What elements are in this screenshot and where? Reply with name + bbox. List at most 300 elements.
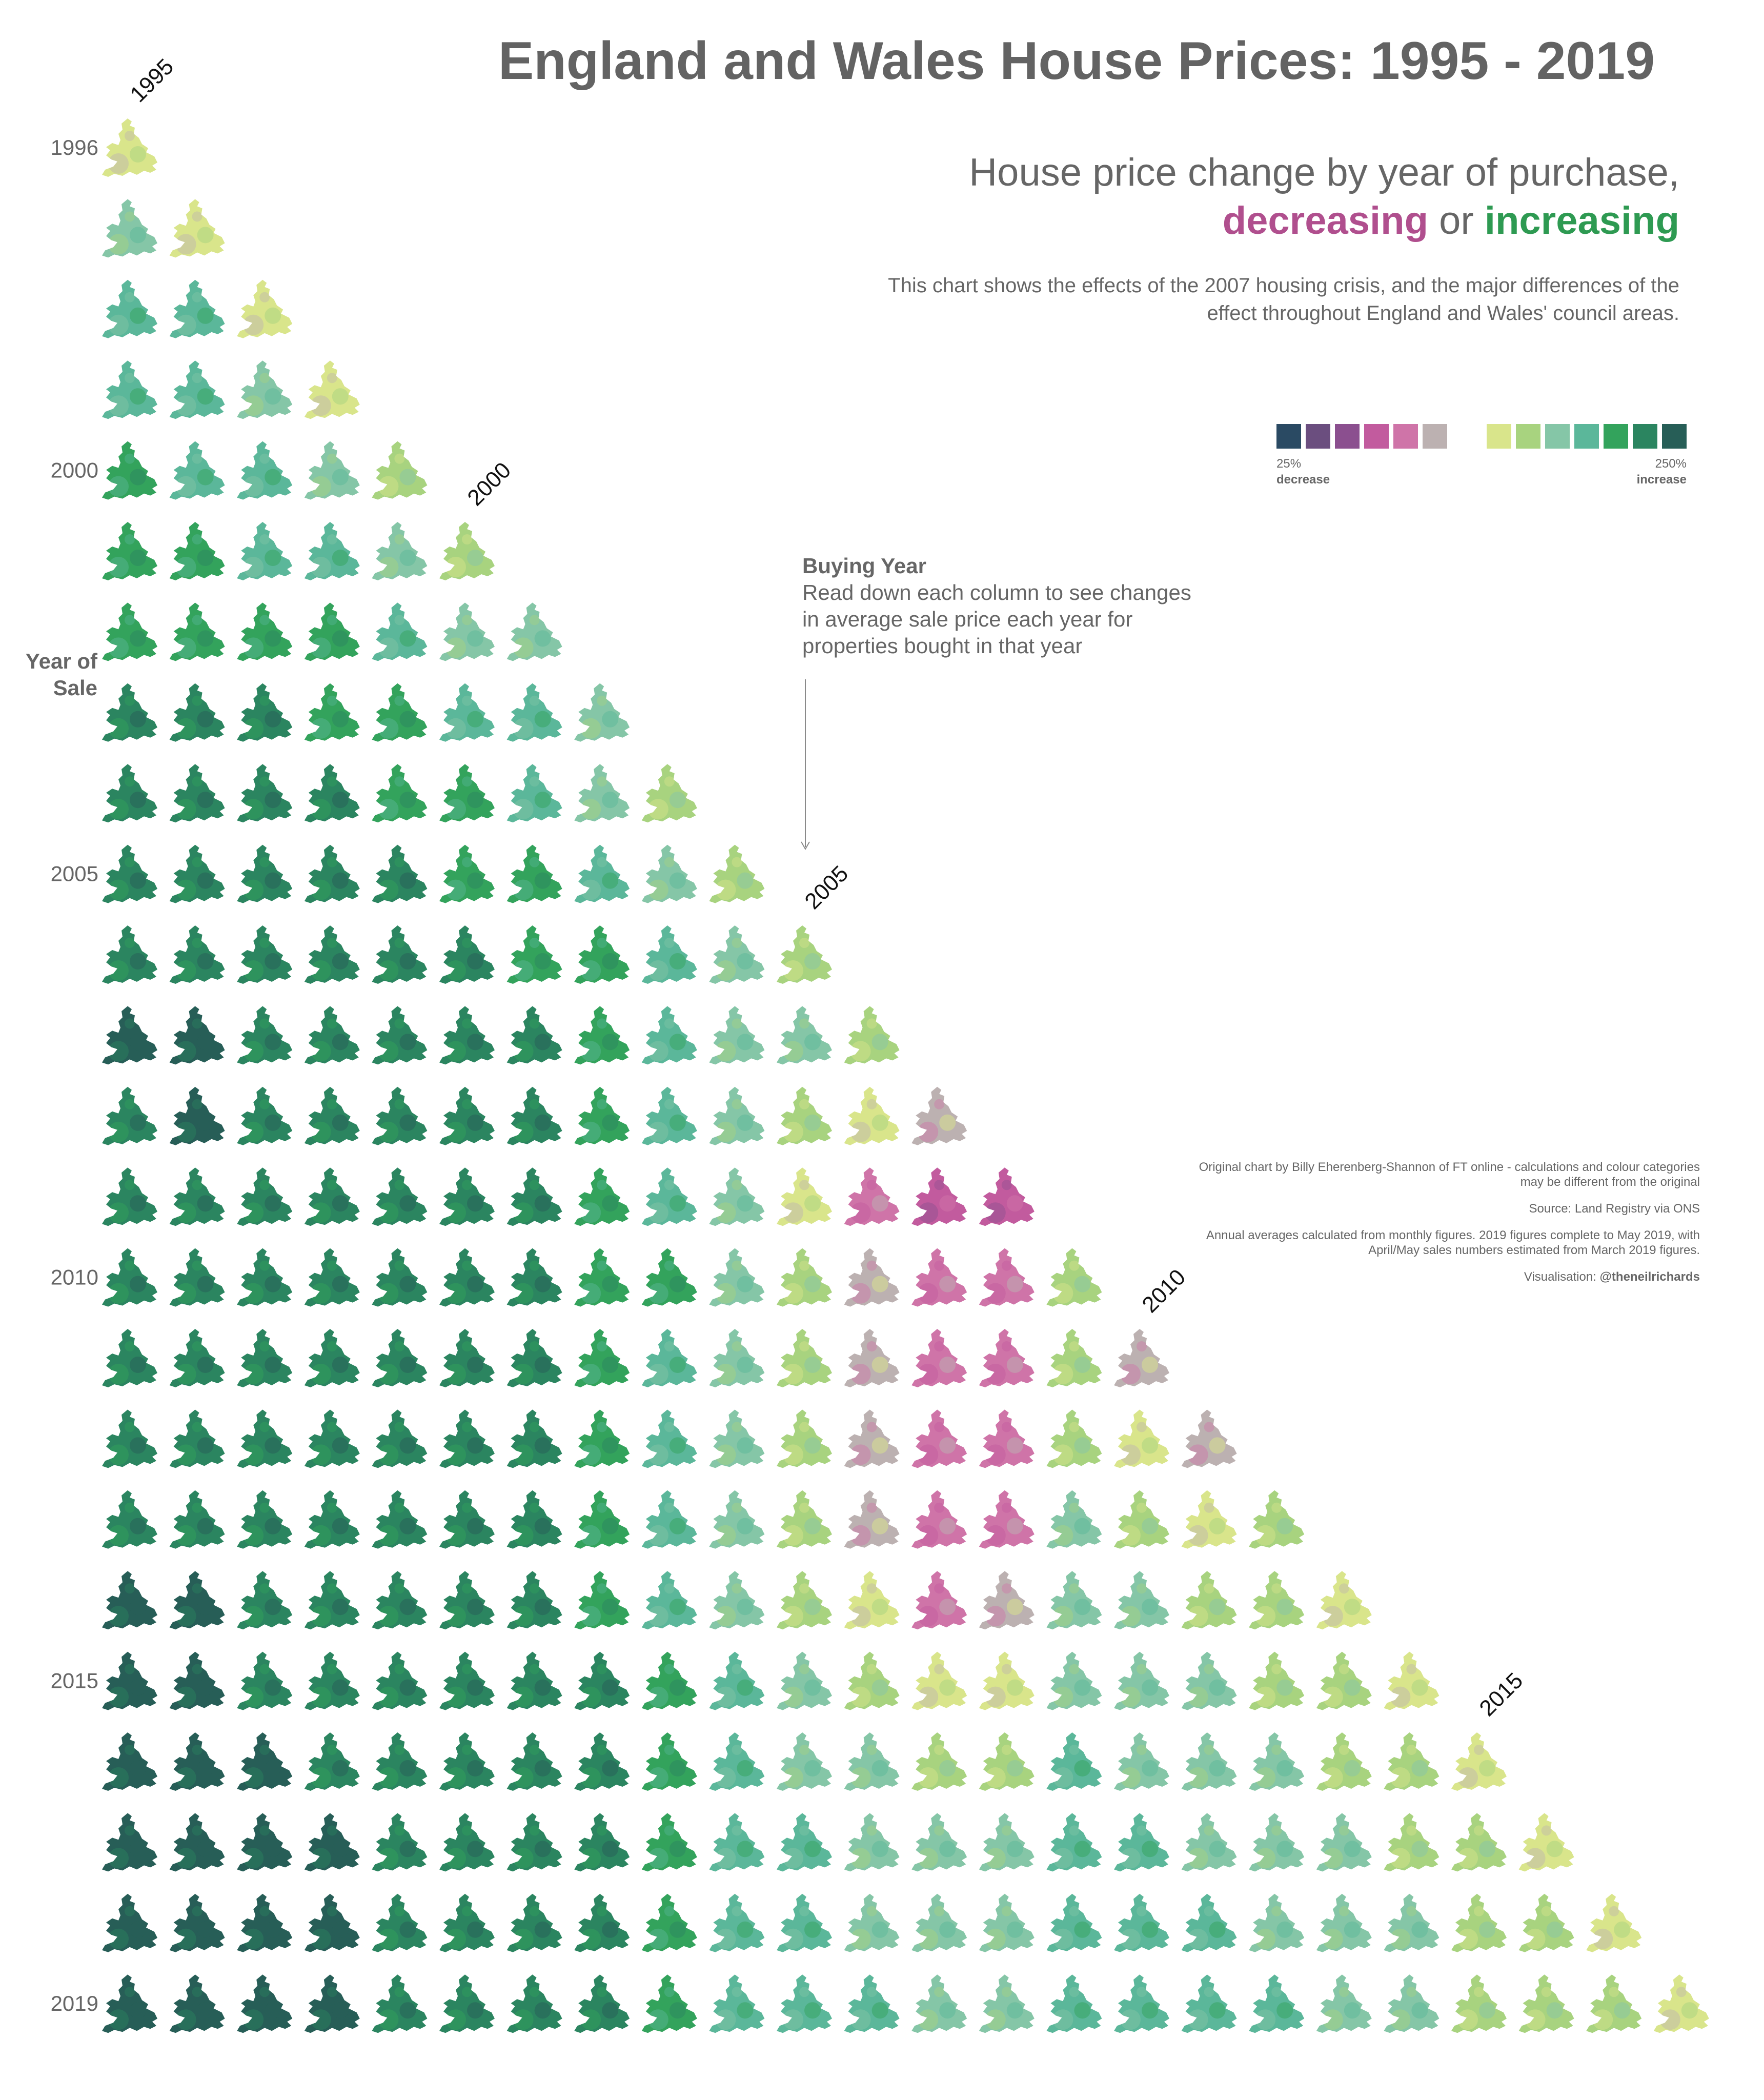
legend-swatch bbox=[1574, 424, 1599, 449]
page-title: England and Wales House Prices: 1995 - 2019 bbox=[498, 31, 1655, 91]
map-cell bbox=[102, 1813, 157, 1871]
row-label: 1996 bbox=[50, 135, 98, 159]
map-cell bbox=[439, 1974, 495, 2033]
map-cell bbox=[979, 1490, 1035, 1549]
map-cell bbox=[1249, 1571, 1304, 1629]
map-cell bbox=[439, 602, 495, 661]
map-cell bbox=[642, 1490, 697, 1549]
legend-low-value: 25% bbox=[1276, 457, 1302, 471]
map-cell bbox=[439, 522, 495, 580]
map-cell bbox=[1114, 1490, 1169, 1549]
map-cell bbox=[170, 199, 225, 257]
map-cell bbox=[439, 1571, 495, 1629]
map-cell bbox=[1316, 1813, 1372, 1871]
map-cell bbox=[305, 1974, 360, 2033]
column-label: 2000 bbox=[462, 457, 516, 511]
map-cell bbox=[170, 845, 225, 903]
map-cell bbox=[709, 1652, 764, 1710]
map-cell bbox=[439, 1248, 495, 1307]
map-cell bbox=[709, 1167, 764, 1226]
map-cell bbox=[777, 1409, 832, 1468]
legend-high-word: increase bbox=[1636, 473, 1687, 487]
map-cell bbox=[709, 1329, 764, 1387]
map-cell bbox=[777, 1571, 832, 1629]
legend-swatch bbox=[1545, 424, 1570, 449]
map-cell bbox=[642, 1652, 697, 1710]
column-label: 1995 bbox=[125, 54, 179, 108]
map-cell bbox=[1384, 1813, 1439, 1871]
map-cell bbox=[777, 1813, 832, 1871]
map-cell bbox=[305, 925, 360, 984]
subtitle-decreasing: decreasing bbox=[1222, 199, 1429, 243]
map-cell bbox=[305, 1571, 360, 1629]
map-cell bbox=[574, 1409, 630, 1468]
credit-original: Original chart by Billy Eherenberg-Shannon of FT online - calculations and colour categories may be different from the original bbox=[1199, 1160, 1700, 1189]
map-cell bbox=[170, 1409, 225, 1468]
map-cell bbox=[507, 1087, 562, 1145]
map-cell bbox=[574, 1087, 630, 1145]
map-cell bbox=[507, 1490, 562, 1549]
map-cell bbox=[642, 1894, 697, 1952]
map-cell bbox=[844, 1006, 900, 1064]
map-cell bbox=[102, 199, 157, 257]
map-cell bbox=[574, 1167, 630, 1226]
map-cell bbox=[574, 1329, 630, 1387]
map-cell bbox=[507, 1329, 562, 1387]
map-cell bbox=[1114, 1571, 1169, 1629]
map-cell bbox=[911, 1571, 967, 1629]
credit-source: Source: Land Registry via ONS bbox=[1529, 1202, 1700, 1216]
map-cell bbox=[844, 1087, 900, 1145]
map-cell bbox=[1114, 1329, 1169, 1387]
map-cell bbox=[102, 1329, 157, 1387]
map-cell bbox=[777, 1732, 832, 1791]
map-cell bbox=[305, 1248, 360, 1307]
map-cell bbox=[709, 1248, 764, 1307]
map-cell bbox=[170, 1248, 225, 1307]
map-cell bbox=[979, 1652, 1035, 1710]
subtitle-or: or bbox=[1439, 199, 1474, 243]
map-cell bbox=[844, 1329, 900, 1387]
map-cell bbox=[1316, 1894, 1372, 1952]
map-cell bbox=[844, 1974, 900, 2033]
map-cell bbox=[1586, 1974, 1641, 2033]
map-cell bbox=[372, 683, 427, 742]
map-cell bbox=[102, 441, 157, 500]
map-cell bbox=[979, 1409, 1035, 1468]
legend-swatch bbox=[1306, 424, 1330, 449]
map-cell bbox=[372, 602, 427, 661]
map-cell bbox=[1249, 1490, 1304, 1549]
map-cell bbox=[979, 1974, 1035, 2033]
map-cell bbox=[642, 845, 697, 903]
map-cell bbox=[439, 845, 495, 903]
buying-year-heading: Buying Year bbox=[802, 554, 926, 578]
map-cell bbox=[1519, 1894, 1574, 1952]
map-cell bbox=[574, 1571, 630, 1629]
map-cell bbox=[777, 1087, 832, 1145]
map-cell bbox=[305, 845, 360, 903]
map-cell bbox=[372, 1571, 427, 1629]
map-cell bbox=[911, 1894, 967, 1952]
map-cell bbox=[102, 280, 157, 338]
map-cell bbox=[1586, 1894, 1641, 1952]
map-cell bbox=[237, 764, 292, 822]
map-cell bbox=[1451, 1732, 1507, 1791]
map-cell bbox=[372, 1167, 427, 1226]
legend-high-value: 250% bbox=[1655, 457, 1687, 471]
map-cell bbox=[507, 1571, 562, 1629]
map-cell bbox=[170, 1490, 225, 1549]
map-cell bbox=[777, 1006, 832, 1064]
map-cell bbox=[439, 1732, 495, 1791]
map-cell bbox=[574, 1652, 630, 1710]
map-cell bbox=[1046, 1813, 1102, 1871]
map-cell bbox=[1114, 1894, 1169, 1952]
map-cell bbox=[1046, 1571, 1102, 1629]
map-cell bbox=[709, 1974, 764, 2033]
map-cell bbox=[979, 1894, 1035, 1952]
map-cell bbox=[102, 522, 157, 580]
map-cell bbox=[237, 683, 292, 742]
map-cell bbox=[372, 1490, 427, 1549]
map-cell bbox=[305, 1490, 360, 1549]
map-cell bbox=[170, 764, 225, 822]
map-cell bbox=[170, 1006, 225, 1064]
row-label: 2019 bbox=[50, 1991, 98, 2016]
legend-swatch bbox=[1364, 424, 1389, 449]
map-cell bbox=[844, 1571, 900, 1629]
map-cell bbox=[1249, 1894, 1304, 1952]
map-cell bbox=[170, 1974, 225, 2033]
map-cell bbox=[507, 1652, 562, 1710]
map-cell bbox=[507, 1248, 562, 1307]
map-cell bbox=[507, 1167, 562, 1226]
map-cell bbox=[574, 925, 630, 984]
map-cell bbox=[237, 1813, 292, 1871]
map-cell bbox=[1384, 1732, 1439, 1791]
map-cell bbox=[844, 1652, 900, 1710]
map-cell bbox=[844, 1732, 900, 1791]
map-cell bbox=[777, 1167, 832, 1226]
map-cell bbox=[777, 1974, 832, 2033]
map-cell bbox=[1384, 1894, 1439, 1952]
map-cell bbox=[911, 1974, 967, 2033]
map-cell bbox=[1182, 1974, 1237, 2033]
map-cell bbox=[237, 280, 292, 338]
map-cell bbox=[237, 1974, 292, 2033]
map-cell bbox=[1046, 1248, 1102, 1307]
map-cell bbox=[709, 1490, 764, 1549]
map-cell bbox=[237, 845, 292, 903]
map-cell bbox=[237, 1329, 292, 1387]
map-cell bbox=[170, 1087, 225, 1145]
map-cell bbox=[305, 602, 360, 661]
map-cell bbox=[305, 1329, 360, 1387]
map-cell bbox=[170, 602, 225, 661]
map-cell bbox=[709, 1571, 764, 1629]
map-cell bbox=[372, 845, 427, 903]
map-cell bbox=[1114, 1974, 1169, 2033]
map-cell bbox=[1182, 1732, 1237, 1791]
map-cell bbox=[574, 683, 630, 742]
map-cell bbox=[170, 441, 225, 500]
map-cell bbox=[1384, 1974, 1439, 2033]
map-cell bbox=[911, 1732, 967, 1791]
map-cell bbox=[642, 1006, 697, 1064]
map-cell bbox=[709, 1894, 764, 1952]
map-cell bbox=[1182, 1813, 1237, 1871]
map-cell bbox=[305, 522, 360, 580]
map-cell bbox=[170, 1571, 225, 1629]
row-label: 2005 bbox=[50, 861, 98, 886]
map-cell bbox=[305, 360, 360, 419]
map-cell bbox=[237, 1571, 292, 1629]
map-cell bbox=[1182, 1571, 1237, 1629]
map-cell bbox=[1519, 1813, 1574, 1871]
map-cell bbox=[170, 1329, 225, 1387]
map-cell bbox=[911, 1652, 967, 1710]
map-cell bbox=[439, 1490, 495, 1549]
map-cell bbox=[102, 118, 157, 177]
map-cell bbox=[709, 1732, 764, 1791]
map-cell bbox=[439, 1006, 495, 1064]
map-cell bbox=[507, 1894, 562, 1952]
map-cell bbox=[777, 1652, 832, 1710]
map-cell bbox=[372, 1652, 427, 1710]
map-cell bbox=[709, 1409, 764, 1468]
map-cell bbox=[102, 845, 157, 903]
map-cell bbox=[574, 1732, 630, 1791]
map-cell bbox=[1114, 1409, 1169, 1468]
map-cell bbox=[574, 764, 630, 822]
map-cell bbox=[1046, 1409, 1102, 1468]
map-cell bbox=[642, 1167, 697, 1226]
map-cell bbox=[102, 1732, 157, 1791]
map-cell bbox=[439, 1652, 495, 1710]
map-cell bbox=[372, 1974, 427, 2033]
map-cell bbox=[911, 1490, 967, 1549]
map-cell bbox=[777, 1894, 832, 1952]
map-cell bbox=[844, 1813, 900, 1871]
map-cell bbox=[777, 925, 832, 984]
map-cell bbox=[709, 1006, 764, 1064]
map-cell bbox=[642, 1813, 697, 1871]
map-cell bbox=[1519, 1974, 1574, 2033]
map-cell bbox=[1046, 1974, 1102, 2033]
map-cell bbox=[439, 1894, 495, 1952]
map-cell bbox=[237, 602, 292, 661]
map-cell bbox=[574, 1006, 630, 1064]
map-cell bbox=[979, 1571, 1035, 1629]
map-cell bbox=[237, 1409, 292, 1468]
map-cell bbox=[911, 1087, 967, 1145]
map-cell bbox=[1182, 1894, 1237, 1952]
map-cell bbox=[979, 1813, 1035, 1871]
subtitle-line1: House price change by year of purchase, bbox=[969, 151, 1679, 194]
map-cell bbox=[237, 522, 292, 580]
map-cell bbox=[1384, 1652, 1439, 1710]
legend-swatch bbox=[1423, 424, 1447, 449]
map-cell bbox=[305, 1087, 360, 1145]
map-cell bbox=[102, 1087, 157, 1145]
map-cell bbox=[372, 1087, 427, 1145]
legend-swatch bbox=[1335, 424, 1360, 449]
credit-vis-prefix: Visualisation: bbox=[1524, 1270, 1600, 1284]
map-cell bbox=[911, 1248, 967, 1307]
map-cell bbox=[237, 1167, 292, 1226]
map-cell bbox=[372, 1329, 427, 1387]
map-cell bbox=[439, 683, 495, 742]
map-cell bbox=[507, 602, 562, 661]
map-cell bbox=[102, 1409, 157, 1468]
map-cell bbox=[102, 1490, 157, 1549]
legend-swatch bbox=[1393, 424, 1418, 449]
map-grid bbox=[102, 118, 1709, 2033]
map-cell bbox=[170, 1894, 225, 1952]
map-cell bbox=[170, 683, 225, 742]
map-cell bbox=[1114, 1813, 1169, 1871]
map-cell bbox=[574, 1894, 630, 1952]
map-cell bbox=[979, 1248, 1035, 1307]
map-cell bbox=[439, 1329, 495, 1387]
map-cell bbox=[170, 360, 225, 419]
map-cell bbox=[372, 925, 427, 984]
map-cell bbox=[574, 1813, 630, 1871]
map-cell bbox=[777, 1490, 832, 1549]
map-cell bbox=[507, 1974, 562, 2033]
map-cell bbox=[642, 1329, 697, 1387]
map-cell bbox=[642, 1974, 697, 2033]
map-cell bbox=[911, 1409, 967, 1468]
map-cell bbox=[1316, 1732, 1372, 1791]
map-cell bbox=[574, 1490, 630, 1549]
map-cell bbox=[372, 441, 427, 500]
map-cell bbox=[439, 925, 495, 984]
map-cell bbox=[237, 360, 292, 419]
map-cell bbox=[170, 1167, 225, 1226]
map-cell bbox=[1046, 1732, 1102, 1791]
map-cell bbox=[237, 1894, 292, 1952]
map-cell bbox=[170, 280, 225, 338]
map-cell bbox=[372, 1248, 427, 1307]
credit-notes: Annual averages calculated from monthly figures. 2019 figures complete to May 2019, with April/May sales numbers estimated from March 2019 figures. bbox=[1206, 1228, 1700, 1257]
map-cell bbox=[642, 1732, 697, 1791]
map-cell bbox=[372, 522, 427, 580]
map-cell bbox=[1249, 1652, 1304, 1710]
row-label: 2015 bbox=[50, 1668, 98, 1693]
map-cell bbox=[1046, 1652, 1102, 1710]
map-cell bbox=[1249, 1813, 1304, 1871]
map-cell bbox=[102, 1894, 157, 1952]
legend-swatch bbox=[1604, 424, 1628, 449]
legend-swatch bbox=[1276, 424, 1301, 449]
map-cell bbox=[102, 1974, 157, 2033]
map-cell bbox=[439, 1167, 495, 1226]
buying-year-body: Read down each column to see changes in average sale price each year for properties bought in that year bbox=[802, 580, 1191, 658]
map-cell bbox=[102, 360, 157, 419]
map-cell bbox=[1316, 1571, 1372, 1629]
map-cell bbox=[844, 1248, 900, 1307]
map-cell bbox=[642, 1571, 697, 1629]
map-cell bbox=[911, 1167, 967, 1226]
subtitle-increasing: increasing bbox=[1484, 199, 1679, 243]
map-cell bbox=[1316, 1652, 1372, 1710]
column-label: 2005 bbox=[800, 861, 854, 915]
map-cell bbox=[979, 1167, 1035, 1226]
row-labels bbox=[51, 135, 98, 2015]
map-cell bbox=[1182, 1652, 1237, 1710]
map-cell bbox=[237, 1652, 292, 1710]
chart-description: This chart shows the effects of the 2007 housing crisis, and the major differences of the effect throughout England and Wales' council areas. bbox=[888, 274, 1679, 325]
map-cell bbox=[237, 1006, 292, 1064]
map-cell bbox=[102, 925, 157, 984]
map-cell bbox=[1451, 1974, 1507, 2033]
column-label: 2010 bbox=[1137, 1264, 1191, 1318]
map-cell bbox=[305, 1409, 360, 1468]
map-cell bbox=[642, 1087, 697, 1145]
credit-vis-handle: @theneilrichards bbox=[1599, 1270, 1700, 1284]
map-cell bbox=[709, 1087, 764, 1145]
map-cell bbox=[439, 1087, 495, 1145]
legend-swatch bbox=[1487, 424, 1511, 449]
map-cell bbox=[102, 1248, 157, 1307]
map-cell bbox=[237, 1248, 292, 1307]
map-cell bbox=[305, 764, 360, 822]
legend-low-word: decrease bbox=[1276, 473, 1330, 487]
map-cell bbox=[507, 683, 562, 742]
map-cell bbox=[237, 1087, 292, 1145]
map-cell bbox=[102, 1652, 157, 1710]
map-cell bbox=[1182, 1409, 1237, 1468]
map-cell bbox=[642, 1409, 697, 1468]
map-cell bbox=[1249, 1974, 1304, 2033]
map-cell bbox=[305, 1167, 360, 1226]
map-cell bbox=[911, 1813, 967, 1871]
map-cell bbox=[237, 1732, 292, 1791]
map-cell bbox=[372, 1813, 427, 1871]
map-cell bbox=[372, 1732, 427, 1791]
map-cell bbox=[1046, 1894, 1102, 1952]
legend-swatch bbox=[1516, 424, 1540, 449]
map-cell bbox=[305, 1652, 360, 1710]
map-cell bbox=[844, 1894, 900, 1952]
legend-swatch bbox=[1662, 424, 1687, 449]
map-cell bbox=[102, 602, 157, 661]
map-cell bbox=[1114, 1652, 1169, 1710]
map-cell bbox=[305, 1732, 360, 1791]
map-cell bbox=[844, 1490, 900, 1549]
map-cell bbox=[709, 925, 764, 984]
map-cell bbox=[1249, 1732, 1304, 1791]
map-cell bbox=[102, 1006, 157, 1064]
map-cell bbox=[1451, 1894, 1507, 1952]
map-cell bbox=[372, 764, 427, 822]
map-cell bbox=[102, 1167, 157, 1226]
map-cell bbox=[1046, 1329, 1102, 1387]
map-cell bbox=[305, 441, 360, 500]
map-cell bbox=[507, 1732, 562, 1791]
map-cell bbox=[574, 845, 630, 903]
map-cell bbox=[507, 845, 562, 903]
map-cell bbox=[237, 1490, 292, 1549]
map-cell bbox=[305, 1813, 360, 1871]
map-cell bbox=[102, 764, 157, 822]
map-cell bbox=[170, 522, 225, 580]
row-label: 2010 bbox=[50, 1265, 98, 1289]
map-cell bbox=[372, 1409, 427, 1468]
map-cell bbox=[439, 1409, 495, 1468]
